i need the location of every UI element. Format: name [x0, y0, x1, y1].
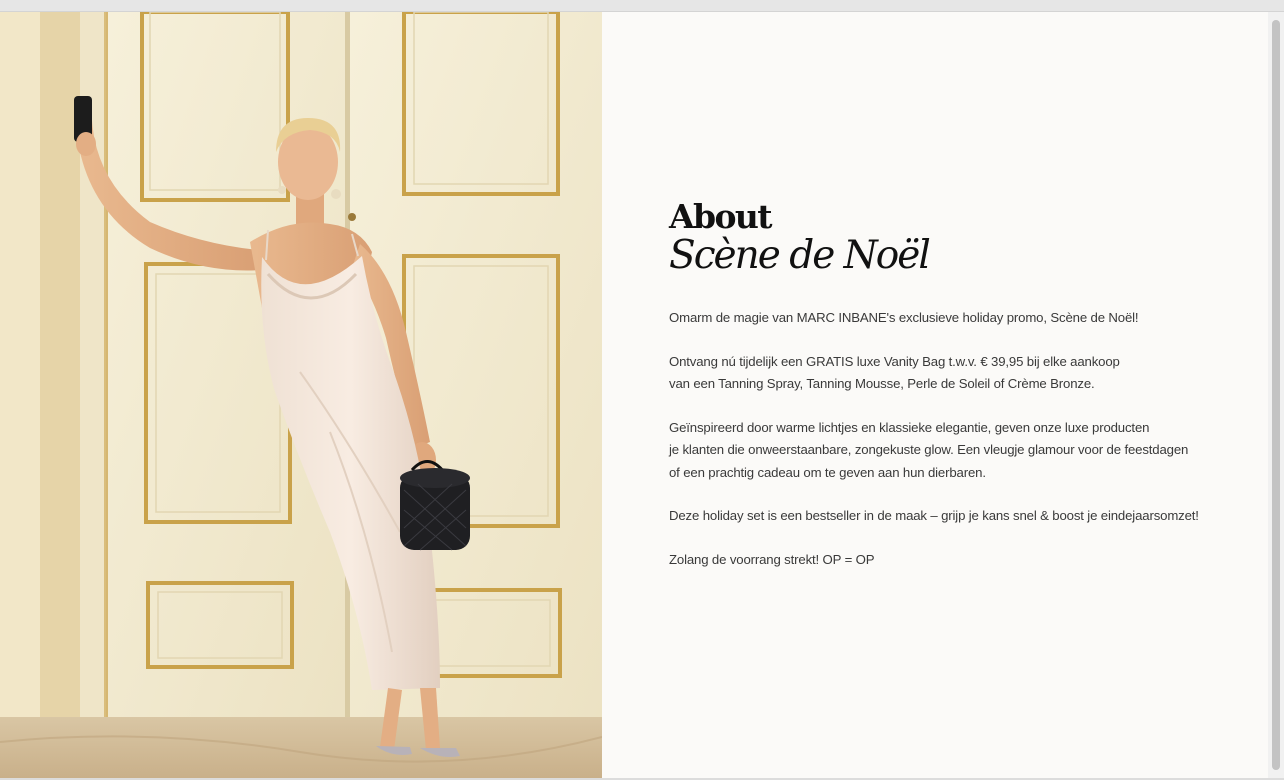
scene-de-noel-heading: Scène de Noël [669, 233, 929, 278]
hero-photo [0, 12, 602, 778]
paragraph-line: Omarm de magie van MARC INBANE's exclusieve holiday promo, Scène de Noël! [669, 310, 1139, 325]
paragraph-offer [669, 351, 1229, 396]
paragraph-line: Geïnspireerd door warme lichtjes en klassieke elegantie, geven onze luxe producten [669, 419, 1150, 435]
about-section [669, 197, 1229, 592]
paragraph-stock-note [669, 549, 1229, 572]
browser-top-bar [0, 0, 1284, 12]
paragraph-bestseller [669, 505, 1229, 528]
paragraph-line: Ontvang nú tijdelijk een GRATIS luxe Vanity Bag t.w.v. € 39,95 bij elke aankoop [669, 353, 1120, 369]
paragraph-inspiration [669, 417, 1229, 485]
model-with-vanity-bag-photo [0, 12, 602, 778]
paragraph-line: je klanten die onweerstaanbare, zongekuste glow. Een vleugje glamour voor de feestdagen [669, 442, 1189, 457]
paragraph-line: van een Tanning Spray, Tanning Mousse, Perle de Soleil of Crème Bronze. [669, 376, 1095, 391]
page [0, 12, 1268, 778]
scrollbar-thumb[interactable] [1272, 20, 1280, 770]
paragraph-intro [669, 307, 1229, 330]
vertical-scrollbar[interactable] [1268, 12, 1284, 778]
paragraph-line: Deze holiday set is een bestseller in de maak – grijp je kans snel & boost je eindejaarsomzet! [669, 508, 1199, 523]
about-body [669, 307, 1229, 571]
about-heading: About [669, 197, 771, 236]
paragraph-line: Zolang de voorrang strekt! OP = OP [669, 551, 875, 567]
paragraph-line: of een prachtig cadeau om te geven aan hun dierbaren. [669, 464, 986, 480]
